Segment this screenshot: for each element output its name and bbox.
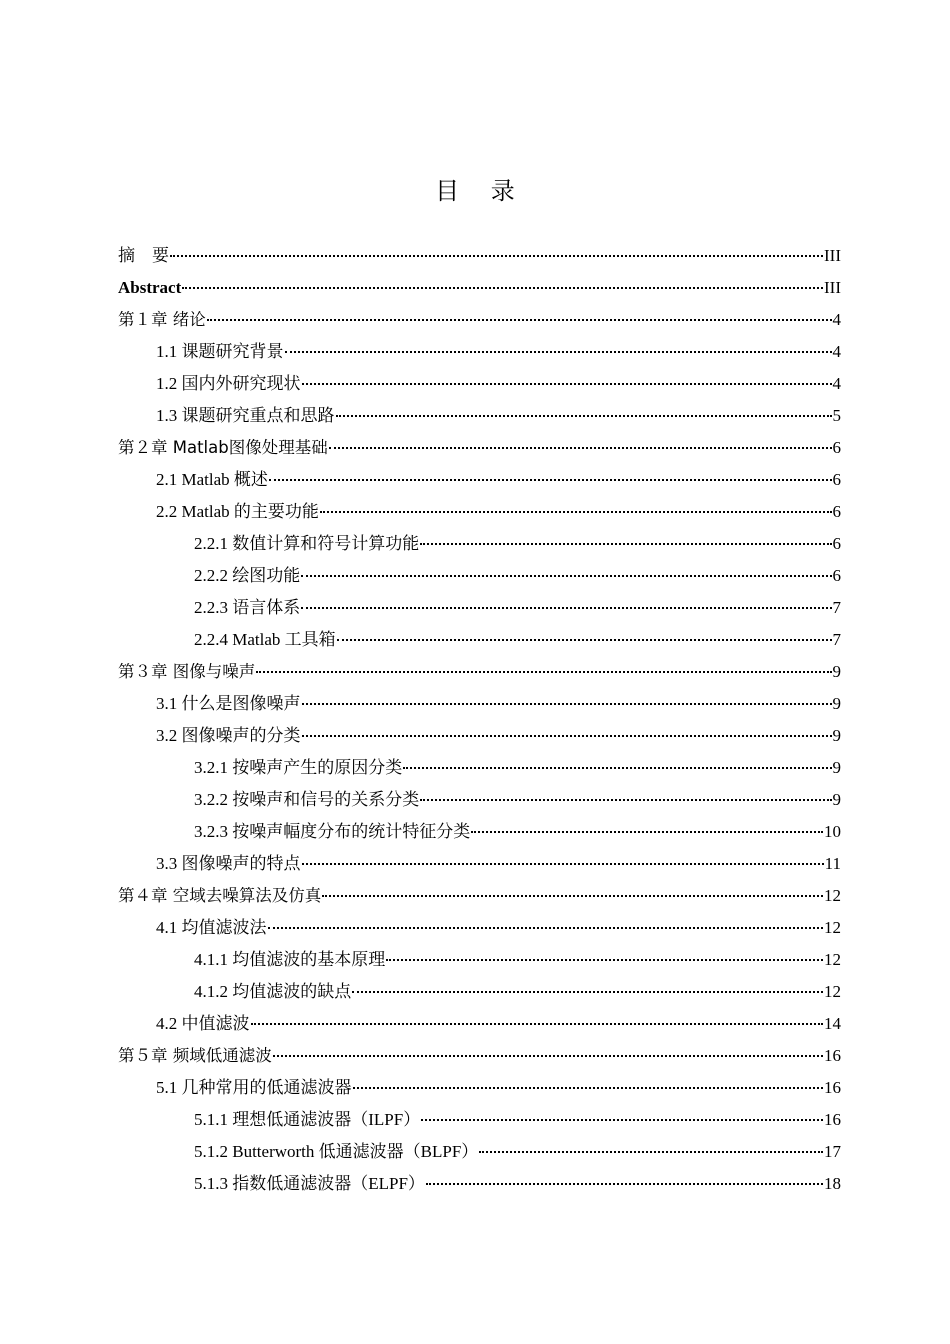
toc-entry[interactable] — [118, 528, 841, 560]
dot-leader — [426, 1183, 823, 1185]
toc-entry-page-number: 6 — [832, 566, 841, 585]
toc-entry-page-number: 12 — [824, 982, 841, 1001]
toc-entry-label: 第３章 图像与噪声 — [118, 662, 256, 681]
toc-entry-page-number: 6 — [832, 502, 841, 521]
toc-entry[interactable] — [118, 1104, 841, 1136]
toc-entry-page-number: 12 — [824, 950, 841, 969]
dot-leader — [170, 255, 823, 257]
toc-entry-label: 1.1 课题研究背景 — [156, 342, 284, 361]
toc-entry-label: 3.1 什么是图像噪声 — [156, 694, 301, 713]
dot-leader — [320, 511, 832, 513]
page-title: 目 录 — [435, 177, 527, 205]
dot-leader — [302, 863, 824, 865]
toc-entry[interactable] — [118, 1072, 841, 1104]
toc-entry[interactable] — [118, 496, 841, 528]
toc-entry-label: 第２章 Matlab图像处理基础 — [118, 438, 328, 457]
toc-entry-page-number: 5 — [832, 406, 841, 425]
dot-leader — [301, 607, 831, 609]
toc-entry[interactable] — [118, 400, 841, 432]
toc-entry[interactable] — [118, 1136, 841, 1168]
dot-leader — [301, 575, 831, 577]
toc-entry-label: 3.2.1 按噪声产生的原因分类 — [194, 758, 403, 777]
dot-leader — [352, 991, 823, 993]
toc-entry[interactable] — [118, 688, 841, 720]
toc-entry[interactable] — [118, 1168, 841, 1200]
toc-entry-label: 5.1.2 Butterworth 低通滤波器（BLPF） — [194, 1142, 479, 1161]
toc-entry[interactable] — [118, 560, 841, 592]
toc-entry-label: 3.2.3 按噪声幅度分布的统计特征分类 — [194, 822, 471, 841]
toc-entry-page-number: 4 — [832, 374, 841, 393]
dot-leader — [269, 479, 832, 481]
toc-entry[interactable] — [118, 848, 841, 880]
dot-leader — [353, 1087, 824, 1089]
dot-leader — [403, 767, 831, 769]
toc-entry-page-number: 10 — [824, 822, 841, 841]
toc-entry-label: 第１章 绪论 — [118, 310, 206, 329]
toc-entry-page-number: 11 — [824, 854, 841, 873]
toc-entry[interactable] — [118, 816, 841, 848]
dot-leader — [251, 1023, 824, 1025]
toc-entry-label: 5.1.1 理想低通滤波器（ILPF） — [194, 1110, 421, 1129]
toc-entry-page-number: III — [824, 246, 841, 265]
dot-leader — [337, 639, 832, 641]
toc-entry-page-number: 9 — [832, 726, 841, 745]
toc-entry-page-number: 7 — [832, 598, 841, 617]
toc-entry-page-number: 6 — [832, 470, 841, 489]
toc-entry-page-number: III — [824, 278, 841, 297]
toc-entry-label: 2.1 Matlab 概述 — [156, 470, 268, 489]
toc-entry[interactable] — [118, 720, 841, 752]
toc-entry-label: 2.2.4 Matlab 工具箱 — [194, 630, 336, 649]
dot-leader — [420, 543, 831, 545]
toc-entry-label: 3.3 图像噪声的特点 — [156, 854, 301, 873]
dot-leader — [273, 1055, 823, 1057]
toc-entry-page-number: 16 — [824, 1110, 841, 1129]
dot-leader — [302, 703, 832, 705]
toc-entry-label: 第４章 空域去噪算法及仿真 — [118, 886, 322, 905]
toc-entry-label: 4.2 中值滤波 — [156, 1014, 250, 1033]
toc-entry-page-number: 4 — [832, 342, 841, 361]
toc-entry[interactable] — [118, 1040, 841, 1072]
dot-leader — [182, 287, 823, 289]
dot-leader — [268, 927, 824, 929]
toc-entry[interactable] — [118, 752, 841, 784]
toc-entry[interactable] — [118, 304, 841, 336]
toc-entry-page-number: 6 — [832, 438, 841, 457]
toc-entry-page-number: 16 — [824, 1078, 841, 1097]
toc-entry-label: 2.2 Matlab 的主要功能 — [156, 502, 319, 521]
dot-leader — [256, 671, 831, 673]
toc-entry-label: 3.2.2 按噪声和信号的关系分类 — [194, 790, 420, 809]
dot-leader — [420, 799, 831, 801]
toc-entry[interactable] — [118, 912, 841, 944]
toc-entry-page-number: 9 — [832, 790, 841, 809]
dot-leader — [421, 1119, 823, 1121]
toc-entry-page-number: 9 — [832, 694, 841, 713]
dot-leader — [336, 415, 832, 417]
toc-entry-page-number: 9 — [832, 662, 841, 681]
toc-entry-label: 1.2 国内外研究现状 — [156, 374, 301, 393]
toc-entry-label: 4.1.2 均值滤波的缺点 — [194, 982, 352, 1001]
toc-entry-label: 4.1.1 均值滤波的基本原理 — [194, 950, 386, 969]
toc-entry[interactable] — [118, 976, 841, 1008]
toc-entry-page-number: 12 — [824, 886, 841, 905]
toc-entry[interactable] — [118, 1008, 841, 1040]
toc-entry-label: 2.2.1 数值计算和符号计算功能 — [194, 534, 420, 553]
dot-leader — [479, 1151, 823, 1153]
toc-entry[interactable] — [118, 784, 841, 816]
toc-entry-page-number: 17 — [824, 1142, 841, 1161]
dot-leader — [207, 319, 832, 321]
table-of-contents — [118, 240, 841, 1200]
toc-entry-page-number: 18 — [824, 1174, 841, 1193]
toc-entry-label: 摘 要 — [118, 246, 169, 265]
toc-entry-label: Abstract — [118, 278, 182, 297]
toc-entry-label: 2.2.2 绘图功能 — [194, 566, 301, 585]
toc-entry-label: 5.1 几种常用的低通滤波器 — [156, 1078, 352, 1097]
toc-entry-label: 5.1.3 指数低通滤波器（ELPF） — [194, 1174, 425, 1193]
toc-entry[interactable] — [118, 944, 841, 976]
toc-entry-page-number: 7 — [832, 630, 841, 649]
dot-leader — [329, 447, 832, 449]
dot-leader — [471, 831, 823, 833]
toc-entry-label: 第５章 频域低通滤波 — [118, 1046, 272, 1065]
toc-entry-page-number: 6 — [832, 534, 841, 553]
toc-entry[interactable] — [118, 368, 841, 400]
dot-leader — [302, 383, 832, 385]
toc-entry-page-number: 14 — [824, 1014, 841, 1033]
dot-leader — [386, 959, 823, 961]
toc-entry-page-number: 4 — [832, 310, 841, 329]
toc-entry[interactable] — [118, 656, 841, 688]
toc-entry-page-number: 12 — [824, 918, 841, 937]
dot-leader — [302, 735, 832, 737]
toc-entry[interactable] — [118, 272, 841, 304]
toc-entry-label: 2.2.3 语言体系 — [194, 598, 301, 617]
toc-entry[interactable] — [118, 336, 841, 368]
toc-entry-label: 4.1 均值滤波法 — [156, 918, 267, 937]
toc-entry[interactable] — [118, 432, 841, 464]
dot-leader — [285, 351, 832, 353]
toc-entry-page-number: 16 — [824, 1046, 841, 1065]
dot-leader — [322, 895, 823, 897]
toc-entry[interactable] — [118, 464, 841, 496]
toc-entry-page-number: 9 — [832, 758, 841, 777]
toc-entry[interactable] — [118, 240, 841, 272]
toc-entry[interactable] — [118, 592, 841, 624]
toc-entry[interactable] — [118, 880, 841, 912]
toc-entry[interactable] — [118, 624, 841, 656]
toc-entry-label: 1.3 课题研究重点和思路 — [156, 406, 335, 425]
toc-entry-label: 3.2 图像噪声的分类 — [156, 726, 301, 745]
